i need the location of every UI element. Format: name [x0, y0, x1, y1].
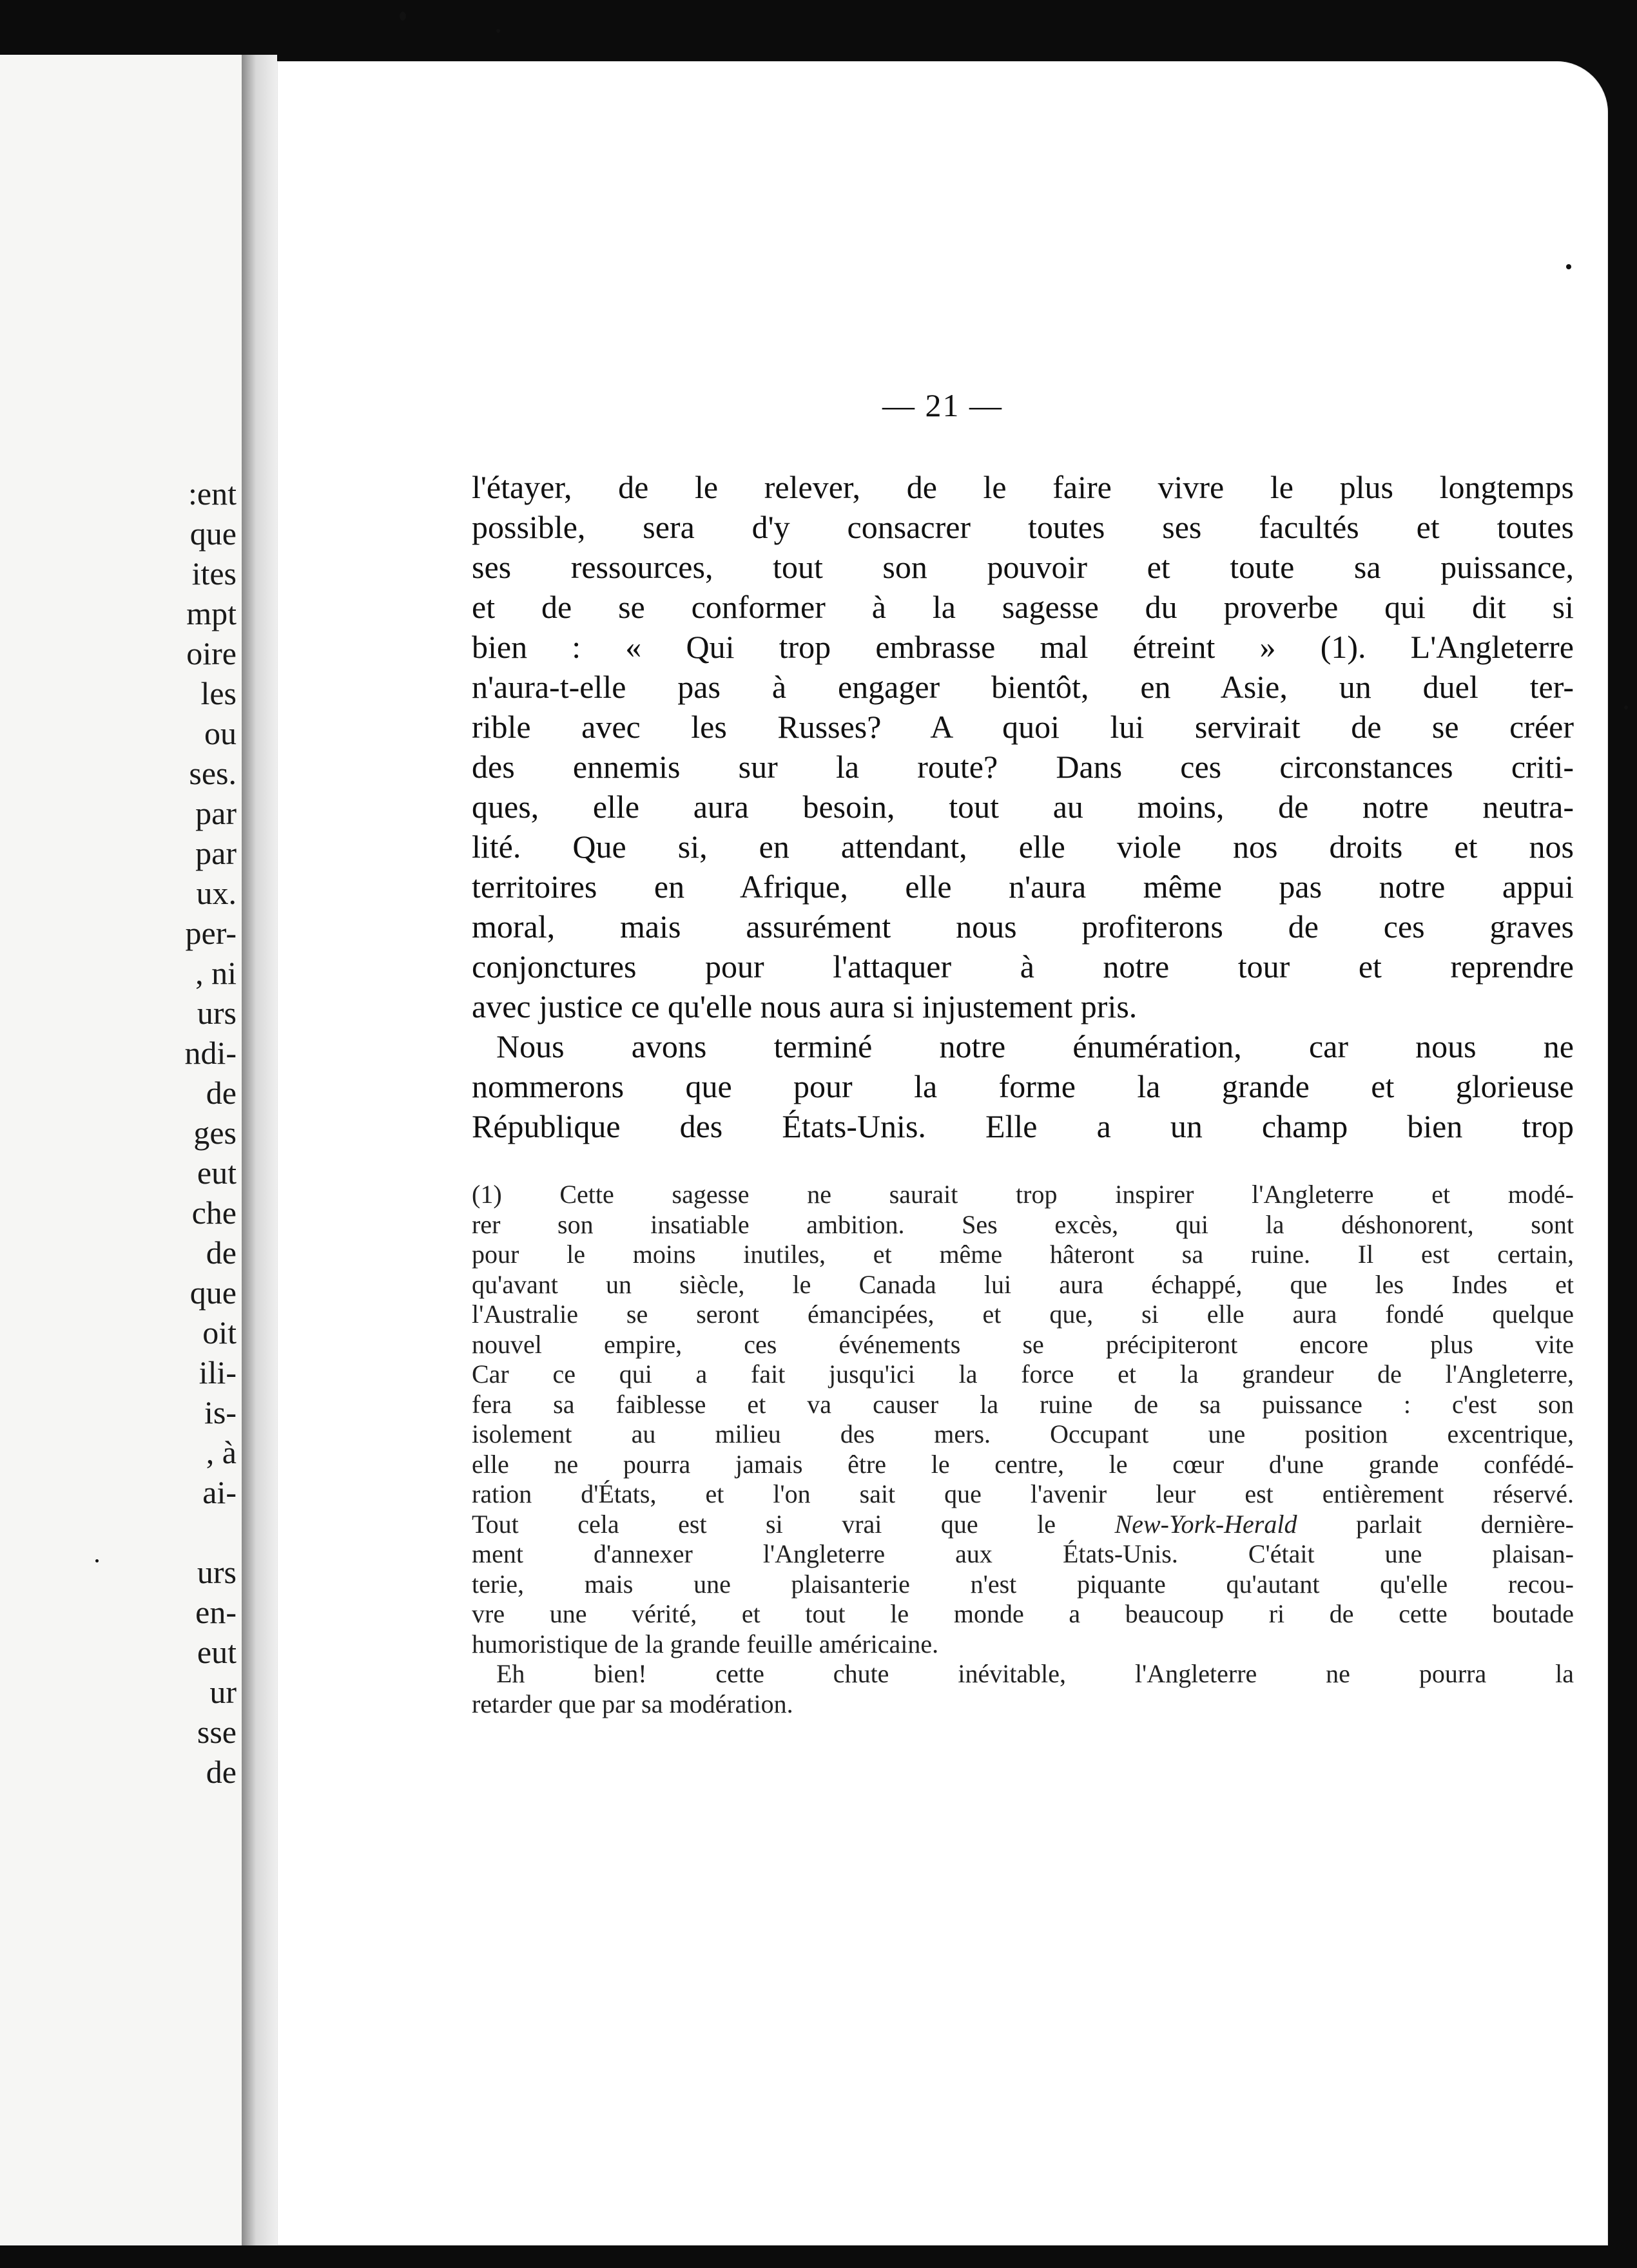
footnote-line: rer son insatiable ambition. Ses excès, qui la déshonorent, sont: [472, 1209, 1574, 1239]
scan-speck: [95, 1559, 99, 1562]
text-line: avec justice ce qu'elle nous aura si injustement pris.: [472, 988, 1138, 1024]
text-line: moral, mais assurément nous profiterons de ces graves: [472, 908, 1574, 945]
footnote-line: isolement au milieu des mers. Occupant une position excentrique,: [472, 1419, 1574, 1448]
previous-page-fragment-line: de: [206, 1075, 237, 1111]
previous-page-fragment-line: de: [206, 1754, 237, 1790]
previous-page-fragment-line: is-: [204, 1394, 237, 1430]
newspaper-title: New-York-Herald: [1114, 1509, 1297, 1539]
previous-page-fragment-line: de: [206, 1235, 237, 1271]
main-text: [472, 467, 1574, 1146]
previous-page-fragment-line: en-: [195, 1594, 237, 1630]
page-body: [472, 467, 1574, 1719]
previous-page-fragment-line: par: [195, 795, 237, 831]
text-line: territoires en Afrique, elle n'aura même pas notre appui: [472, 869, 1574, 905]
paragraph: [472, 467, 1574, 1026]
paragraph: [472, 1026, 1574, 1146]
book-gutter: [242, 55, 277, 2245]
previous-page-fragment-line: che: [191, 1195, 237, 1231]
text-line: Nous avons terminé notre énumération, car nous ne: [496, 1028, 1574, 1064]
text-line: bien : « Qui trop embrasse mal étreint » (1). L'Angleterre: [472, 629, 1574, 665]
text-line: ques, elle aura besoin, tout au moins, de notre neutra-: [472, 789, 1574, 825]
footnote-line: (1) Cette sagesse ne saurait trop inspirer l'Angleterre et modé-: [472, 1180, 1574, 1209]
scan-speck: [1624, 706, 1628, 709]
footnote-line: nouvel empire, ces événements se précipiteront encore plus vite: [472, 1329, 1574, 1359]
text-line: lité. Que si, en attendant, elle viole nos droits et nos: [472, 829, 1574, 865]
current-page: [277, 61, 1608, 2245]
previous-page-fragment-line: ur: [209, 1674, 237, 1710]
text-line: l'étayer, de le relever, de le faire vivre le plus longtemps: [472, 469, 1574, 505]
previous-page-fragment-line: que: [189, 1274, 237, 1311]
text-line: ses ressources, tout son pouvoir et toute sa puissance,: [472, 549, 1574, 585]
previous-page-fragment-line: les: [200, 675, 237, 711]
footnote: [472, 1180, 1574, 1719]
scan-speck: [400, 12, 406, 21]
previous-page-fragment-line: urs: [197, 995, 237, 1031]
previous-page-fragment-line: ges: [193, 1115, 237, 1151]
previous-page-fragment-line: eut: [197, 1155, 237, 1191]
previous-page-fragment-line: ndi-: [184, 1035, 237, 1071]
text-line: nommerons que pour la forme la grande et glorieuse: [472, 1068, 1574, 1104]
footnote-line: qu'avant un siècle, le Canada lui aura échappé, que les Indes et: [472, 1269, 1574, 1299]
page-number: — 21 —: [882, 387, 1003, 423]
previous-page-fragment-line: ux.: [196, 875, 237, 911]
text-line: conjonctures pour l'attaquer à notre tour et reprendre: [472, 948, 1574, 985]
previous-page-fragment-line: :ent: [188, 476, 237, 512]
previous-page-fragment-line: que: [189, 515, 237, 552]
previous-page-fragment-line: oit: [202, 1314, 237, 1350]
previous-page-text-edge: [153, 474, 237, 1792]
text-line: des ennemis sur la route? Dans ces circonstances criti-: [472, 749, 1574, 785]
previous-page-fragment-line: ses.: [189, 755, 237, 791]
previous-page-fragment-line: ites: [191, 555, 237, 591]
previous-page-fragment-line: ili-: [199, 1354, 237, 1390]
scan-speck: [496, 29, 500, 33]
scan-speck: [1566, 264, 1571, 269]
footnote-line: vre une vérité, et tout le monde a beaucoup ri de cette boutade: [472, 1599, 1574, 1628]
footnote-line: humoristique de la grande feuille américaine.: [472, 1629, 939, 1658]
text-line: et de se conformer à la sagesse du proverbe qui dit si: [472, 589, 1574, 625]
footnote-text: parlait dernière-: [1297, 1509, 1574, 1539]
footnote-line: ration d'États, et l'on sait que l'avenir leur est entièrement réservé.: [472, 1479, 1574, 1508]
footnote-line: l'Australie se seront émancipées, et que, si elle aura fondé quelque: [472, 1300, 1574, 1329]
footnote-line: ment d'annexer l'Angleterre aux États-Unis. C'était une plaisan-: [472, 1539, 1574, 1568]
previous-page-fragment-line: sse: [197, 1714, 237, 1750]
previous-page-fragment-line: par: [195, 835, 237, 871]
previous-page-fragment-line: eut: [197, 1634, 237, 1670]
previous-page-fragment-line: , ni: [195, 955, 237, 991]
text-line: possible, sera d'y consacrer toutes ses facultés et toutes: [472, 509, 1574, 545]
footnote-line: [472, 1510, 1574, 1540]
footnote-line: pour le moins inutiles, et même hâteront sa ruine. Il est certain,: [472, 1240, 1574, 1269]
footnote-line: retarder que par sa modération.: [472, 1689, 793, 1718]
footnote-line: Eh bien! cette chute inévitable, l'Angleterre ne pourra la: [496, 1659, 1574, 1688]
footnote-line: fera sa faiblesse et va causer la ruine de sa puissance : c'est son: [472, 1389, 1574, 1419]
text-line: n'aura-t-elle pas à engager bientôt, en Asie, un duel ter-: [472, 669, 1574, 705]
previous-page-fragment-line: oire: [186, 635, 237, 671]
footnote-line: Car ce qui a fait jusqu'ici la force et la grandeur de l'Angleterre,: [472, 1360, 1574, 1389]
previous-page-fragment-line: [153, 1512, 237, 1552]
footnote-line: terie, mais une plaisanterie n'est piquante qu'autant qu'elle recou-: [472, 1569, 1574, 1599]
previous-page-fragment-line: urs: [197, 1554, 237, 1590]
previous-page-fragment-line: , à: [206, 1434, 237, 1470]
previous-page-fragment-line: mpt: [186, 595, 237, 631]
footnote-text: Tout cela est si vrai que le: [472, 1509, 1115, 1539]
previous-page-fragment-line: ou: [204, 715, 237, 751]
previous-page-fragment: [0, 55, 243, 2245]
footnote-line: elle ne pourra jamais être le centre, le cœur d'une grande confédé-: [472, 1449, 1574, 1479]
text-line: République des États-Unis. Elle a un champ bien trop: [472, 1108, 1574, 1144]
text-line: rible avec les Russes? A quoi lui servirait de se créer: [472, 709, 1574, 745]
previous-page-fragment-line: ai-: [202, 1474, 237, 1510]
previous-page-fragment-line: per-: [185, 915, 237, 951]
